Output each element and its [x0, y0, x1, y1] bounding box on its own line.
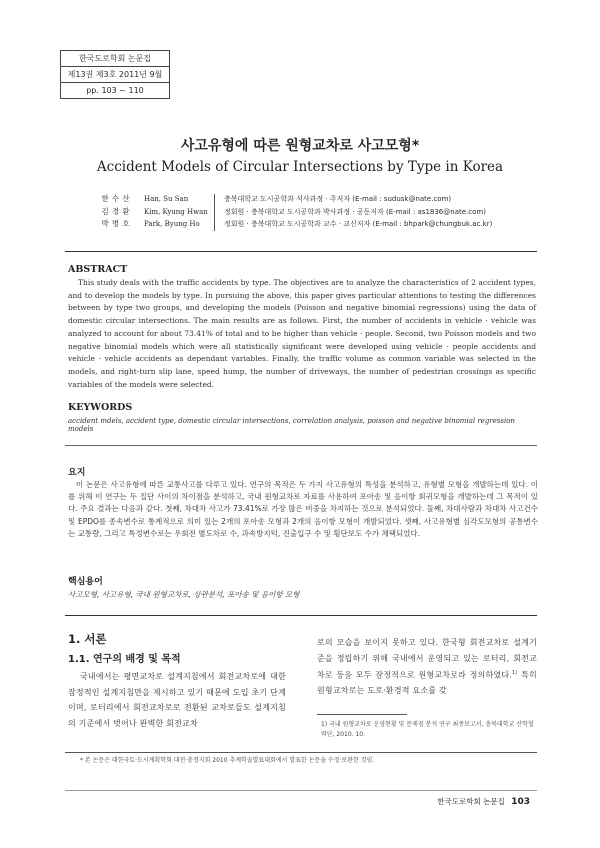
page-number: 103 — [511, 797, 530, 807]
abstract-heading: ABSTRACT — [68, 264, 128, 275]
author-name-en: Han, Su San — [144, 195, 189, 203]
author-name-ko: 박 병 호 — [101, 219, 130, 228]
author-divider — [214, 194, 215, 231]
journal-pages: pp. 103 ~ 110 — [86, 86, 144, 95]
footnote-rule — [317, 714, 407, 715]
footer-rule — [65, 790, 537, 791]
keywords-ko-heading: 핵심용어 — [68, 577, 103, 587]
body-right-column — [317, 635, 537, 699]
page-footer — [380, 796, 530, 807]
author-name-ko: 김 경 환 — [101, 206, 130, 216]
section-rule — [65, 445, 537, 446]
author-name-ko: 한 수 산 — [101, 194, 130, 203]
body-right-text-cont: 특히 원형교차로는 도로·환경적 요소를 갖 — [317, 670, 537, 696]
keywords-ko-text: 사고모형, 사고유형, 국내 원형교차로, 상관분석, 포아송 및 음이항 모형 — [68, 590, 300, 599]
summary-ko-text: 이 논문은 사고유형에 따른 교통사고를 다루고 있다. 연구의 목적은 두 가지 사고유형의 특성을 분석하고, 유형별 모형을 개발하는데 있다. 이를 위해 이 연구는 두 집단 사이의 차이점을 분석하고, 국내 원형교차로 자료를 사용하여 포아송 및 음이항 회귀모형을 개발하는데 그 목적이 있다. 주요 결과는 다음과 같다. 첫째, 차대차 사고가 73.41%로 가장 많은 비중을 차지하는 것으로 분석되었다. 둘째, 차대사람과 차대차 사고건수 및 EPDO를 종속변수로 통계적으로 의미 있는 2개의 포아송 모형과 2개의 음이항 모형이 개발되었다. 셋째, 사고유형별 심각도모형의 공통변수는 교통량, 그리고 특정변수로는 우회전 별도차로 수, 과속방지턱, 진출입구 수 및 횡단보도 수가 채택되었다. — [68, 480, 538, 538]
subsection-heading: 1.1. 연구의 배경 및 목적 — [68, 654, 181, 665]
summary-ko-heading: 요지 — [68, 468, 86, 478]
body-rule — [65, 615, 537, 616]
author-name-en: Park, Byung Ho — [144, 220, 200, 228]
journal-info-box — [60, 50, 170, 99]
author-affiliation: 충북대학교 도시공학과 석사과정 · 주저자 (E-mail : sudusk@nate.com) — [224, 195, 452, 203]
section-heading: 1. 서론 — [68, 632, 107, 646]
author-affiliation: 정회원 · 충북대학교 도시공학과 박사과정 · 공동저자 (E-mail : as1836@nate.com) — [224, 207, 486, 216]
title-english: Accident Models of Circular Intersections by Type in Korea — [96, 159, 504, 175]
funding-note: * 본 논문은 대한국토·도시계획학회 대전·충청지회 2010 추계학술발표대회에서 발표한 논문을 수정·보완한 것임. — [80, 757, 375, 764]
footnote-ref: 1) — [512, 670, 518, 676]
journal-name: 한국도로학회 논문집 — [61, 51, 169, 67]
header-rule — [65, 251, 537, 252]
author-affiliation: 정회원 · 충북대학교 도시공학과 교수 · 교신저자 (E-mail : bhpark@chungbuk.ac.kr) — [224, 220, 493, 228]
body-right-text: 로의 모습을 보이지 못하고 있다. 한국형 회전교차로 설계기준을 정립하기 위해 국내에서 운영되고 있는 로터리, 회전교차로 등을 모두 잠정적으로 원형교차로라 정의하였다. — [317, 638, 537, 680]
keywords-heading: KEYWORDS — [68, 402, 133, 413]
abstract-text: This study deals with the traffic accidents by type. The objectives are to analyze the characteristics of 2 accident types, and to develop the models by type. In pursuing the above, this paper gives particular attentions to testing the differences between by type two groups, and developing the models (Poisson and negative binomial regressions) using the data of domestic circular intersections. The main results are as follows. First, the number of accidents in vehicle · vehicle was analyzed to account for about 73.41% of total and to be higher than vehicle · people. Second, two Poisson models and two negative binomial models which were all statistically significant were developed using vehicle · people accidents and vehicle · vehicle accidents as dependant variables. Finally, the traffic volume as common variable was selected in the models, and right-turn slip lane, speed hump, the number of driveways, the number of pedestrian crossings as specific variables of the models were selected. — [68, 278, 536, 389]
journal-volume: 제13권 제3호 2011년 9월 — [61, 67, 169, 83]
author-name-en: Kim, Kyung Hwan — [144, 207, 208, 216]
body-left-column: 국내에서는 평면교차로 설계지침에서 회전교차로에 대한 잠정적인 설계지침만을 제시하고 있기 때문에 도입 초기 단계이며, 로터리에서 회전교차로로 전환된 교차로들도 설계지침의 기준에서 벗어나 완벽한 회전교차 — [68, 672, 286, 728]
title-korean: 사고유형에 따른 원형교차로 사고모형* — [180, 138, 420, 154]
keywords-text: accident mdels, accident type, domestic circular intersections, correlation analysis, poisson and negative binomial regression models — [68, 417, 515, 433]
note-rule — [65, 752, 537, 753]
footer-journal: 한국도로학회 논문집 — [437, 797, 505, 806]
footnote: 1) 국내 원형교차로 운영현황 및 문제점 분석 연구 최종보고서, 충북대학교 산학협력단, 2010. 10. — [321, 721, 534, 738]
